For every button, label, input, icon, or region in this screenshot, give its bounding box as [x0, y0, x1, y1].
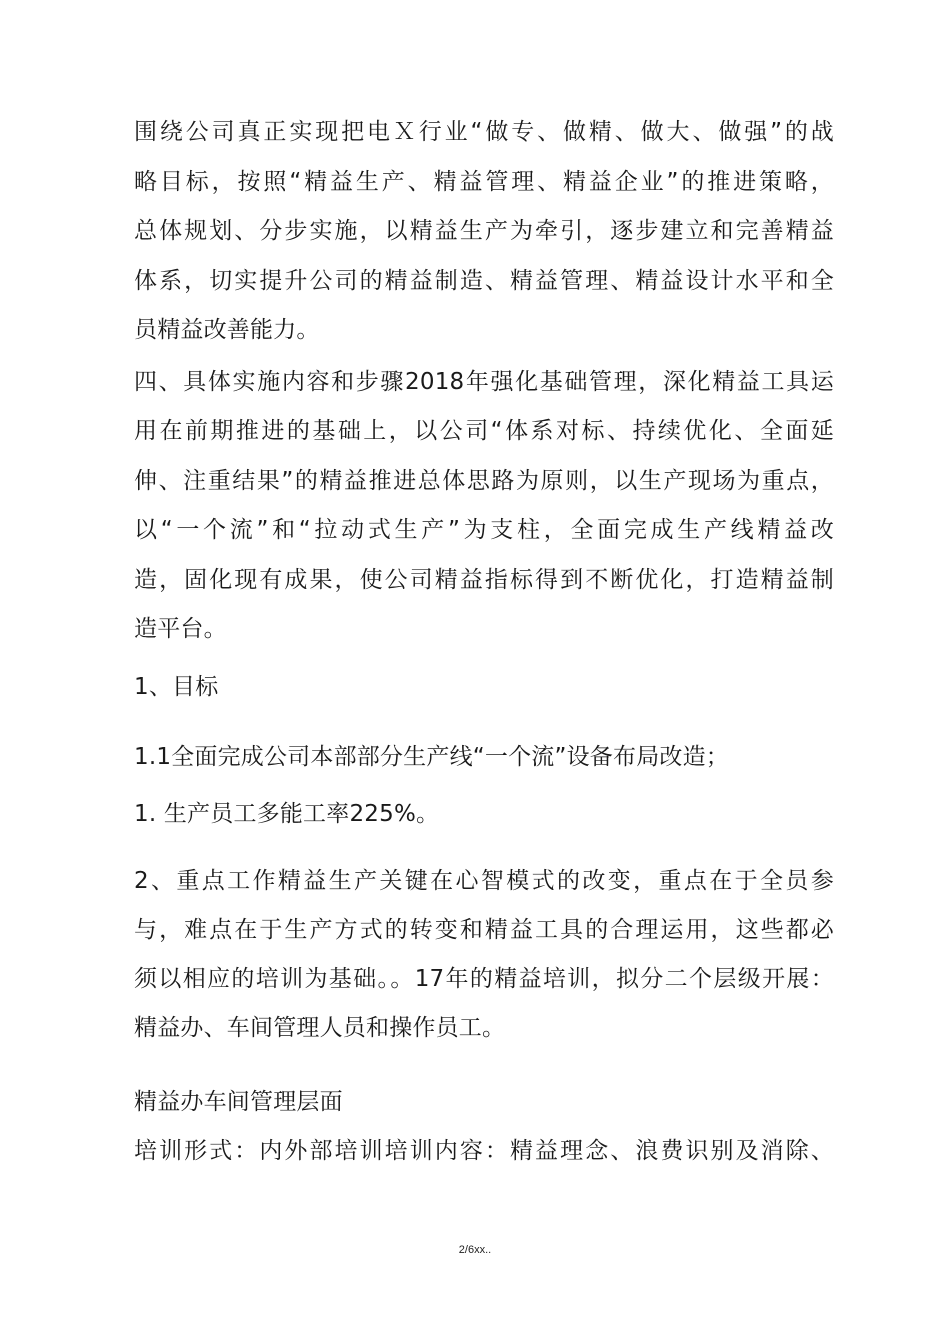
- subheading-level: 精益办车间管理层面: [134, 1089, 343, 1115]
- paragraph-line: 体系，切实提升公司的精益制造、精益管理、精益设计水平和全: [134, 268, 834, 294]
- paragraph-line: 员精益改善能力。: [134, 317, 320, 343]
- paragraph-line: 培训形式：内外部培训培训内容：精益理念、浪费识别及消除、: [134, 1138, 834, 1164]
- paragraph-line: 略目标，按照“精益生产、精益管理、精益企业”的推进策略，: [134, 169, 834, 195]
- page-number-footer: 2/6xx..: [458, 1244, 492, 1256]
- paragraph-line: 用在前期推进的基础上，以公司“体系对标、持续优化、全面延: [134, 418, 834, 444]
- paragraph-line: 以“一个流”和“拉动式生产”为支柱，全面完成生产线精益改: [134, 517, 834, 543]
- paragraph-line: 与，难点在于生产方式的转变和精益工具的合理运用，这些都必: [134, 917, 834, 943]
- list-item: 1.1全面完成公司本部部分生产线“一个流”设备布局改造；: [134, 744, 730, 770]
- paragraph-line: 造，固化现有成果，使公司精益指标得到不断优化，打造精益制: [134, 567, 834, 593]
- paragraph-line: 精益办、车间管理人员和操作员工。: [134, 1015, 506, 1041]
- paragraph-line: 总体规划、分步实施，以精益生产为牵引，逐步建立和完善精益: [134, 218, 834, 244]
- section-heading-line: 四、具体实施内容和步骤2018年强化基础管理，深化精益工具运: [134, 369, 834, 395]
- paragraph-line: 须以相应的培训为基础。。17年的精益培训，拟分二个层级开展：: [134, 966, 834, 992]
- subheading-goal: 1、目标: [134, 674, 219, 700]
- paragraph-line: 2、重点工作精益生产关键在心智模式的改变，重点在于全员参: [134, 868, 834, 894]
- paragraph-line: 造平台。: [134, 616, 227, 642]
- list-item: 1. 生产员工多能工率225%。: [134, 801, 440, 827]
- paragraph-line: 围绕公司真正实现把电Ｘ行业“做专、做精、做大、做强”的战: [134, 119, 834, 145]
- paragraph-line: 伸、注重结果”的精益推进总体思路为原则，以生产现场为重点，: [134, 468, 834, 494]
